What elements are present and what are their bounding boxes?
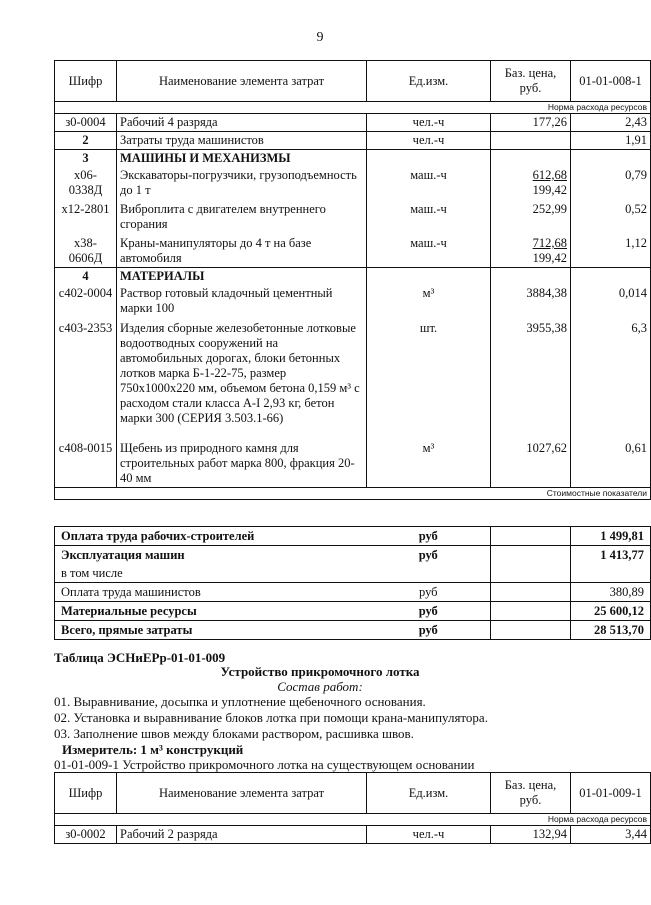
table-row bbox=[55, 132, 651, 150]
cell-name: Виброплита с двигателем внутреннего сгорания bbox=[117, 199, 367, 233]
cell-code: 3 bbox=[55, 150, 117, 168]
cell-code: х12-2801 bbox=[55, 199, 117, 233]
price-value: 712,68 bbox=[532, 236, 567, 250]
cell-code: з0-0002 bbox=[55, 826, 117, 844]
cell-norm: 1,12 bbox=[571, 233, 651, 268]
cell-norm: 0,014 bbox=[571, 285, 651, 317]
cell-code: с403-2353 bbox=[55, 317, 117, 427]
page-number: 9 bbox=[316, 30, 324, 45]
totals-table bbox=[54, 526, 651, 640]
table-row bbox=[55, 826, 651, 844]
total-value: 1 413,77 bbox=[571, 546, 651, 565]
col-unit: Ед.изм. bbox=[367, 61, 491, 102]
total-unit: руб bbox=[367, 546, 491, 565]
cell-price bbox=[491, 233, 571, 268]
norm-label: Норма расхода ресурсов bbox=[55, 814, 651, 826]
resource-table-2 bbox=[54, 772, 651, 844]
total-unit: руб bbox=[367, 602, 491, 621]
cost-label: Стоимостные показатели bbox=[55, 488, 651, 500]
col-code: Шифр bbox=[55, 61, 117, 102]
col-name: Наименование элемента затрат bbox=[117, 773, 367, 814]
total-value: 380,89 bbox=[571, 583, 651, 602]
cell-code: 2 bbox=[55, 132, 117, 150]
table-row bbox=[55, 233, 651, 268]
cell-code: х38-0606Д bbox=[55, 233, 117, 268]
cell-norm: 0,79 bbox=[571, 167, 651, 199]
col-name: Наименование элемента затрат bbox=[117, 61, 367, 102]
cell-norm: 2,43 bbox=[571, 114, 651, 132]
cell-name: Щебень из природного камня для строительных работ марка 800, фракция 20-40 мм bbox=[117, 427, 367, 488]
variant-title: 01-01-009-1 Устройство прикромочного лотка на существующем основании bbox=[54, 757, 475, 772]
table-row bbox=[55, 199, 651, 233]
cell-price: 3884,38 bbox=[491, 285, 571, 317]
measure-unit: Измеритель: 1 м³ конструкций bbox=[62, 742, 244, 757]
cell-name: Затраты труда машинистов bbox=[117, 132, 367, 150]
table-row bbox=[55, 150, 651, 168]
work-step: 01. Выравнивание, досыпка и уплотнение щебеночного основания. bbox=[54, 694, 426, 709]
total-value: 1 499,81 bbox=[571, 527, 651, 546]
price-value: 612,68 bbox=[532, 168, 567, 182]
cell-norm: 3,44 bbox=[571, 826, 651, 844]
col-norm-code: 01-01-009-1 bbox=[571, 773, 651, 814]
table-row bbox=[55, 285, 651, 317]
col-unit: Ед.изм. bbox=[367, 773, 491, 814]
col-price-line1: Баз. цена, bbox=[504, 66, 557, 80]
col-price-line1: Баз. цена, bbox=[504, 778, 557, 792]
cell-unit: маш.-ч bbox=[367, 199, 491, 233]
table-row bbox=[55, 317, 651, 427]
table-row bbox=[55, 167, 651, 199]
cell-code: с402-0004 bbox=[55, 285, 117, 317]
cell-norm: 0,61 bbox=[571, 427, 651, 488]
cell-price bbox=[491, 167, 571, 199]
col-norm-code: 01-01-008-1 bbox=[571, 61, 651, 102]
resource-table-1 bbox=[54, 60, 651, 500]
total-row bbox=[55, 546, 651, 565]
cell-name: Краны-манипуляторы до 4 т на базе автомобиля bbox=[117, 233, 367, 268]
table-row bbox=[55, 114, 651, 132]
col-code: Шифр bbox=[55, 773, 117, 814]
work-step: 03. Заполнение швов между блоками раствором, расшивка швов. bbox=[54, 726, 414, 741]
total-row bbox=[55, 527, 651, 546]
cell-price: 3955,38 bbox=[491, 317, 571, 427]
table-title: Таблица ЭСНиЕРр-01-01-009 bbox=[54, 650, 226, 665]
total-row bbox=[55, 564, 651, 583]
work-step: 02. Установка и выравнивание блоков лотка при помощи крана-манипулятора. bbox=[54, 710, 488, 725]
col-price-line2: руб. bbox=[519, 793, 542, 807]
total-row bbox=[55, 621, 651, 640]
table-header bbox=[55, 61, 651, 102]
total-label: Материальные ресурсы bbox=[55, 602, 367, 621]
cell-code: 4 bbox=[55, 268, 117, 286]
table-row bbox=[55, 427, 651, 488]
total-label: в том числе bbox=[55, 564, 367, 583]
cell-unit: чел.-ч bbox=[367, 132, 491, 150]
cell-name: Экскаваторы-погрузчики, грузоподъемность до 1 т bbox=[117, 167, 367, 199]
col-price bbox=[491, 773, 571, 814]
cell-unit: шт. bbox=[367, 317, 491, 427]
section-heading: Устройство прикромочного лотка bbox=[220, 664, 420, 679]
cell-price: 132,94 bbox=[491, 826, 571, 844]
cell-name: Раствор готовый кладочный цементный марки 100 bbox=[117, 285, 367, 317]
cell-unit: маш.-ч bbox=[367, 167, 491, 199]
total-unit: руб bbox=[367, 527, 491, 546]
total-row bbox=[55, 583, 651, 602]
cell-unit: маш.-ч bbox=[367, 233, 491, 268]
cell-name: МАШИНЫ И МЕХАНИЗМЫ bbox=[117, 150, 367, 168]
cell-code: х06-0338Д bbox=[55, 167, 117, 199]
total-label: Всего, прямые затраты bbox=[55, 621, 367, 640]
cell-name: Рабочий 4 разряда bbox=[117, 114, 367, 132]
work-composition-label: Состав работ: bbox=[277, 679, 363, 694]
cell-norm: 0,52 bbox=[571, 199, 651, 233]
cell-name: Рабочий 2 разряда bbox=[117, 826, 367, 844]
table-row bbox=[55, 268, 651, 286]
cell-code: с408-0015 bbox=[55, 427, 117, 488]
total-unit: руб bbox=[367, 621, 491, 640]
cell-name: Изделия сборные железобетонные лотковые водоотводных сооружений на автомобильных дорогах, блоки бетонных лотков марка Б-1-22-75, размер 750х1000х220 мм, объемом бетона 0,159 м³ с расходом стали класса A-I 2,93 кг, бетон марки 300 (СЕРИЯ 3.503.1-66) bbox=[117, 317, 367, 427]
cell-price: 177,26 bbox=[491, 114, 571, 132]
total-row bbox=[55, 602, 651, 621]
cell-price: 1027,62 bbox=[491, 427, 571, 488]
total-value: 25 600,12 bbox=[571, 602, 651, 621]
cell-price: 252,99 bbox=[491, 199, 571, 233]
cell-norm: 6,3 bbox=[571, 317, 651, 427]
cell-unit: чел.-ч bbox=[367, 826, 491, 844]
price-value-2: 199,42 bbox=[532, 183, 567, 197]
col-price bbox=[491, 61, 571, 102]
cell-name: МАТЕРИАЛЫ bbox=[117, 268, 367, 286]
cell-unit: чел.-ч bbox=[367, 114, 491, 132]
col-price-line2: руб. bbox=[519, 81, 542, 95]
cell-norm: 1,91 bbox=[571, 132, 651, 150]
cell-price bbox=[491, 132, 571, 150]
cell-unit: м³ bbox=[367, 285, 491, 317]
price-value-2: 199,42 bbox=[532, 251, 567, 265]
table-header bbox=[55, 773, 651, 814]
total-unit: руб bbox=[367, 583, 491, 602]
total-value: 28 513,70 bbox=[571, 621, 651, 640]
norm-label: Норма расхода ресурсов bbox=[55, 102, 651, 114]
total-label: Оплата труда машинистов bbox=[55, 583, 367, 602]
cell-code: з0-0004 bbox=[55, 114, 117, 132]
total-label: Эксплуатация машин bbox=[55, 546, 367, 565]
total-label: Оплата труда рабочих-строителей bbox=[55, 527, 367, 546]
cell-unit: м³ bbox=[367, 427, 491, 488]
